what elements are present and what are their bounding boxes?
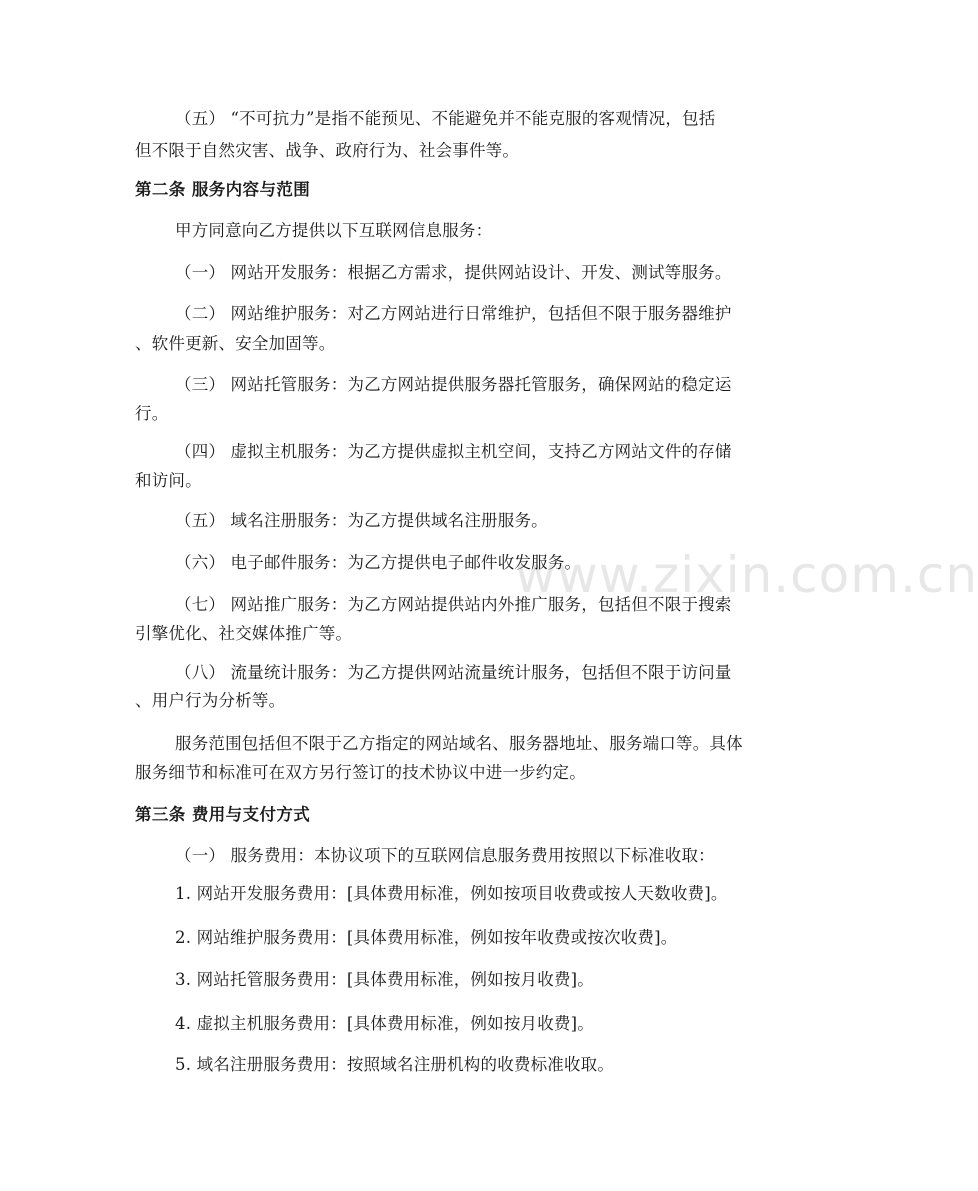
article2-item7-line1: （七） 网站推广服务：为乙方网站提供站内外推广服务，包括但不限于搜索 xyxy=(175,595,732,614)
article2-item4-line2: 和访问。 xyxy=(135,471,202,490)
article2-item8-line1: （八） 流量统计服务：为乙方提供网站流量统计服务，包括但不限于访问量 xyxy=(175,663,732,682)
article3-intro: （一） 服务费用：本协议项下的互联网信息服务费用按照以下标准收取： xyxy=(175,846,715,865)
article1-item5-line2: 但不限于自然灾害、战争、政府行为、社会事件等。 xyxy=(135,141,520,160)
article2-item1-line1: （一） 网站开发服务：根据乙方需求，提供网站设计、开发、测试等服务。 xyxy=(175,263,732,282)
article2-item8-line2: 、用户行为分析等。 xyxy=(135,691,286,710)
article3-heading: 第三条 费用与支付方式 xyxy=(135,805,311,824)
article3-fee-5: 5. 域名注册服务费用：按照域名注册机构的收费标准收取。 xyxy=(175,1055,615,1074)
article2-item2-line2: 、软件更新、安全加固等。 xyxy=(135,334,336,353)
article3-fee-1: 1. 网站开发服务费用：[具体费用标准，例如按项目收费或按人天数收费]。 xyxy=(175,884,728,903)
article2-scope-line2: 服务细节和标准可在双方另行签订的技术协议中进一步约定。 xyxy=(135,763,586,782)
article2-item2-line1: （二） 网站维护服务：对乙方网站进行日常维护，包括但不限于服务器维护 xyxy=(175,304,732,323)
article2-item3-line1: （三） 网站托管服务：为乙方网站提供服务器托管服务，确保网站的稳定运 xyxy=(175,375,732,394)
article2-item3-line2: 行。 xyxy=(135,404,169,423)
article1-item5-line1: （五） “不可抗力”是指不能预见、不能避免并不能克服的客观情况，包括 xyxy=(175,109,716,128)
article3-fee-4: 4. 虚拟主机服务费用：[具体费用标准，例如按月收费]。 xyxy=(175,1014,594,1033)
article2-heading: 第二条 服务内容与范围 xyxy=(135,180,311,199)
article2-intro: 甲方同意向乙方提供以下互联网信息服务： xyxy=(175,221,493,240)
article2-item5-line1: （五） 域名注册服务：为乙方提供域名注册服务。 xyxy=(175,511,548,530)
article3-fee-3: 3. 网站托管服务费用：[具体费用标准，例如按月收费]。 xyxy=(175,970,594,989)
watermark: www.zixin.com.cn xyxy=(515,546,978,604)
article2-item7-line2: 引擎优化、社交媒体推广等。 xyxy=(135,624,353,643)
article2-item6-line1: （六） 电子邮件服务：为乙方提供电子邮件收发服务。 xyxy=(175,553,582,572)
article3-fee-2: 2. 网站维护服务费用：[具体费用标准，例如按年收费或按次收费]。 xyxy=(175,928,678,947)
article2-scope-line1: 服务范围包括但不限于乙方指定的网站域名、服务器地址、服务端口等。具体 xyxy=(175,734,743,753)
article2-item4-line1: （四） 虚拟主机服务：为乙方提供虚拟主机空间，支持乙方网站文件的存储 xyxy=(175,442,732,461)
